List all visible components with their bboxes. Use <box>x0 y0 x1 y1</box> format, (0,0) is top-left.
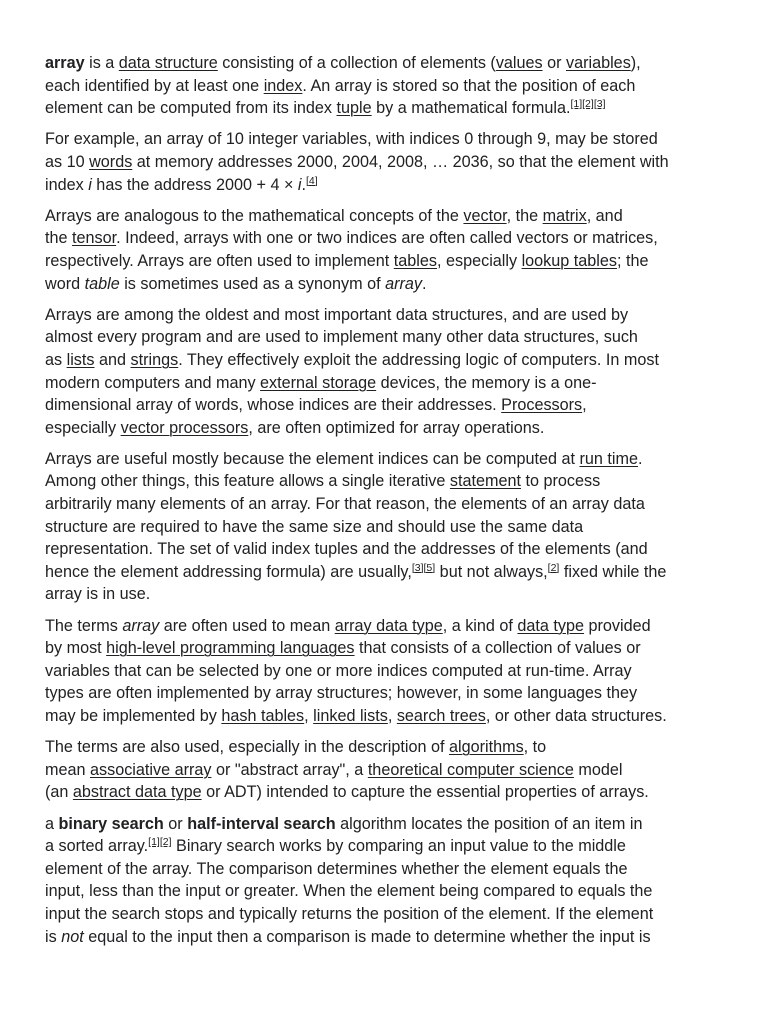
text-line <box>45 615 730 638</box>
text-run: types are often implemented by array structures; however, in some languages they <box>45 684 638 703</box>
text-run: input, less than the input or greater. When the element being compared to equals the <box>45 882 653 901</box>
text-run: (an <box>45 783 73 802</box>
text-line <box>45 538 730 561</box>
text-line <box>45 326 730 349</box>
text-run: a <box>45 814 59 833</box>
text-line <box>45 227 730 250</box>
text-run: ), <box>630 54 641 72</box>
paragraph <box>45 813 730 949</box>
text-run: fixed while the <box>559 562 667 581</box>
article-link[interactable]: high-level programming languages <box>106 639 355 658</box>
text-run: as 10 <box>45 152 90 171</box>
text-run: Among other things, this feature allows a single iterative <box>45 472 450 491</box>
text-run: , a kind of <box>442 616 518 635</box>
text-line <box>45 813 730 836</box>
article-link[interactable]: linked lists <box>313 707 388 725</box>
article-link[interactable]: variables <box>566 54 631 72</box>
article-link[interactable]: data structure <box>118 54 218 72</box>
citation-link[interactable]: [1][2] <box>148 836 172 849</box>
article-link[interactable]: statement <box>449 472 521 491</box>
text-line <box>45 705 730 728</box>
bold-term: array <box>45 54 85 72</box>
text-line <box>45 926 730 949</box>
text-line <box>45 516 730 539</box>
text-run: Binary search works by comparing an input value to the middle <box>171 837 626 856</box>
article-link[interactable]: tuple <box>336 99 372 118</box>
text-run: , <box>304 707 314 725</box>
text-run: modern computers and many <box>45 373 261 392</box>
text-run: but not always, <box>435 562 548 581</box>
text-run: by a mathematical formula. <box>371 99 571 118</box>
text-run: . <box>422 274 427 293</box>
text-run: element of the array. The comparison determines whether the element equals the <box>45 859 628 878</box>
article-link[interactable]: algorithms <box>449 738 524 757</box>
italic-term: array <box>122 616 160 635</box>
article-link[interactable]: strings <box>130 350 179 369</box>
text-run: word <box>45 274 85 293</box>
text-run: or <box>163 814 188 833</box>
text-run: mean <box>45 760 90 779</box>
text-run: is sometimes used as a synonym of <box>119 274 386 293</box>
text-line <box>45 394 730 417</box>
article-link[interactable]: Processors <box>501 396 583 415</box>
text-run: . <box>637 449 643 468</box>
text-line <box>45 858 730 881</box>
text-line <box>45 97 730 120</box>
text-line <box>45 835 730 858</box>
text-line <box>45 561 730 584</box>
paragraph <box>45 205 730 295</box>
text-line <box>45 174 730 197</box>
text-run: is a <box>84 54 119 72</box>
italic-term: i <box>297 175 302 194</box>
text-run: has the address 2000 + 4 × <box>91 175 298 194</box>
article-link[interactable]: associative array <box>90 760 212 779</box>
article-link[interactable]: hash tables <box>221 707 305 725</box>
text-run: ; the <box>616 251 649 270</box>
text-line <box>45 52 730 75</box>
article-link[interactable]: data type <box>517 616 585 635</box>
text-run: , to <box>523 738 547 757</box>
text-run: almost every program and are used to implement many other data structures, such <box>45 328 638 347</box>
text-run: and <box>94 350 131 369</box>
text-run: variables that can be selected by one or more indices computed at run-time. Array <box>45 661 632 680</box>
text-run: input the search stops and typically returns the position of the element. If the element <box>45 904 654 923</box>
text-run: , and <box>586 206 623 225</box>
text-line <box>45 759 730 782</box>
text-run: . An array is stored so that the position of each <box>302 76 636 95</box>
text-run: devices, the memory is a one- <box>376 373 597 392</box>
article-link[interactable]: run time <box>579 449 638 468</box>
article-link[interactable]: array data type <box>334 616 443 635</box>
article-link[interactable]: lists <box>66 350 95 369</box>
text-run: . Indeed, arrays with one or two indices are often called vectors or matrices, <box>116 229 658 248</box>
paragraph <box>45 304 730 440</box>
article-link[interactable]: search trees <box>396 707 486 725</box>
text-run: , or other data structures. <box>485 707 667 725</box>
article-link[interactable]: lookup tables <box>521 251 617 270</box>
italic-term: array <box>385 274 422 293</box>
paragraph <box>45 128 730 196</box>
text-run: is <box>45 927 62 946</box>
text-run: provided <box>584 616 651 635</box>
text-run: For example, an array of 10 integer variables, with indices 0 through 9, may be stored <box>45 130 658 149</box>
article-link[interactable]: vector processors <box>120 418 249 437</box>
text-line <box>45 903 730 926</box>
paragraph <box>45 448 730 606</box>
article-link[interactable]: abstract data type <box>72 783 202 802</box>
text-run: that consists of a collection of values or <box>354 639 641 658</box>
article-link[interactable]: matrix <box>542 206 587 225</box>
article-link[interactable]: vector <box>463 206 507 225</box>
text-line <box>45 637 730 660</box>
text-line <box>45 250 730 273</box>
paragraph <box>45 736 730 804</box>
bold-term: binary search <box>58 814 164 833</box>
text-run: may be implemented by <box>45 707 222 725</box>
text-run: . <box>301 175 307 194</box>
text-line <box>45 273 730 296</box>
text-run: Arrays are useful mostly because the element indices can be computed at <box>45 449 580 468</box>
text-run: representation. The set of valid index tuples and the addresses of the elements (and <box>45 540 648 559</box>
text-run: or "abstract array", a <box>211 760 368 779</box>
text-line <box>45 736 730 759</box>
text-run: , the <box>506 206 543 225</box>
citation-link[interactable]: [1][2][3] <box>570 98 606 111</box>
text-run: , especially <box>437 251 522 270</box>
citation-link[interactable]: [4] <box>306 174 318 187</box>
article-link[interactable]: tables <box>393 251 437 270</box>
text-run: each identified by at least one <box>45 76 264 95</box>
text-line <box>45 75 730 98</box>
text-line <box>45 349 730 372</box>
text-run: or <box>542 54 566 72</box>
text-line <box>45 205 730 228</box>
text-run: Arrays are among the oldest and most important data structures, and are used by <box>45 305 629 324</box>
text-line <box>45 781 730 804</box>
text-run: to process <box>521 472 601 491</box>
text-run: hence the element addressing formula) are usually, <box>45 562 412 581</box>
text-run: The terms <box>45 616 123 635</box>
text-line <box>45 493 730 516</box>
text-run: arbitrarily many elements of an array. For that reason, the elements of an array data <box>45 495 645 514</box>
text-line <box>45 880 730 903</box>
text-run: or ADT) intended to capture the essential properties of arrays. <box>201 783 649 802</box>
text-run: . They effectively exploit the addressing logic of computers. In most <box>178 350 659 369</box>
citation-link[interactable]: [2] <box>547 562 560 575</box>
text-run: index <box>45 175 89 194</box>
article-link[interactable]: tensor <box>72 229 117 248</box>
text-run: a sorted array. <box>45 837 149 856</box>
text-run: , <box>582 396 587 415</box>
text-run: , <box>387 707 397 725</box>
text-line <box>45 682 730 705</box>
text-run: , are often optimized for array operations. <box>248 418 545 437</box>
text-run: as <box>45 350 67 369</box>
text-run: model <box>573 760 623 779</box>
text-line <box>45 151 730 174</box>
article-link[interactable]: words <box>89 152 133 171</box>
text-run: equal to the input then a comparison is made to determine whether the input is <box>83 927 651 946</box>
text-run: algorithm locates the position of an item in <box>335 814 643 833</box>
text-run: are often used to mean <box>159 616 335 635</box>
text-run: dimensional array of words, whose indices are their addresses. <box>45 396 502 415</box>
article-link[interactable]: external storage <box>260 373 377 392</box>
italic-term: table <box>84 274 120 293</box>
citation-link[interactable]: [3][5] <box>411 562 436 575</box>
text-run: respectively. Arrays are often used to implement <box>45 251 394 270</box>
text-run: Arrays are analogous to the mathematical concepts of the <box>45 206 464 225</box>
text-line <box>45 660 730 683</box>
article-link[interactable]: index <box>263 76 303 95</box>
paragraph <box>45 52 730 120</box>
text-line <box>45 448 730 471</box>
text-run: especially <box>45 418 121 437</box>
paragraph <box>45 615 730 728</box>
text-run: by most <box>45 639 107 658</box>
article-link[interactable]: theoretical computer science <box>367 760 574 779</box>
text-run: consisting of a collection of elements ( <box>217 54 496 72</box>
article-body <box>45 52 730 957</box>
italic-term: not <box>61 927 84 946</box>
text-line <box>45 470 730 493</box>
text-line <box>45 372 730 395</box>
bold-term: half-interval search <box>187 814 336 833</box>
text-line <box>45 583 730 606</box>
italic-term: i <box>88 175 92 194</box>
text-line <box>45 417 730 440</box>
text-run: The terms are also used, especially in the description of <box>45 738 449 757</box>
text-line <box>45 304 730 327</box>
article-link[interactable]: values <box>495 54 543 72</box>
text-run: array is in use. <box>45 585 151 604</box>
text-run: the <box>45 229 73 248</box>
text-run: element can be computed from its index <box>45 99 337 118</box>
text-line <box>45 128 730 151</box>
text-run: at memory addresses 2000, 2004, 2008, … 2036, so that the element with <box>132 152 669 171</box>
text-run: structure are required to have the same size and should use the same data <box>45 517 584 536</box>
